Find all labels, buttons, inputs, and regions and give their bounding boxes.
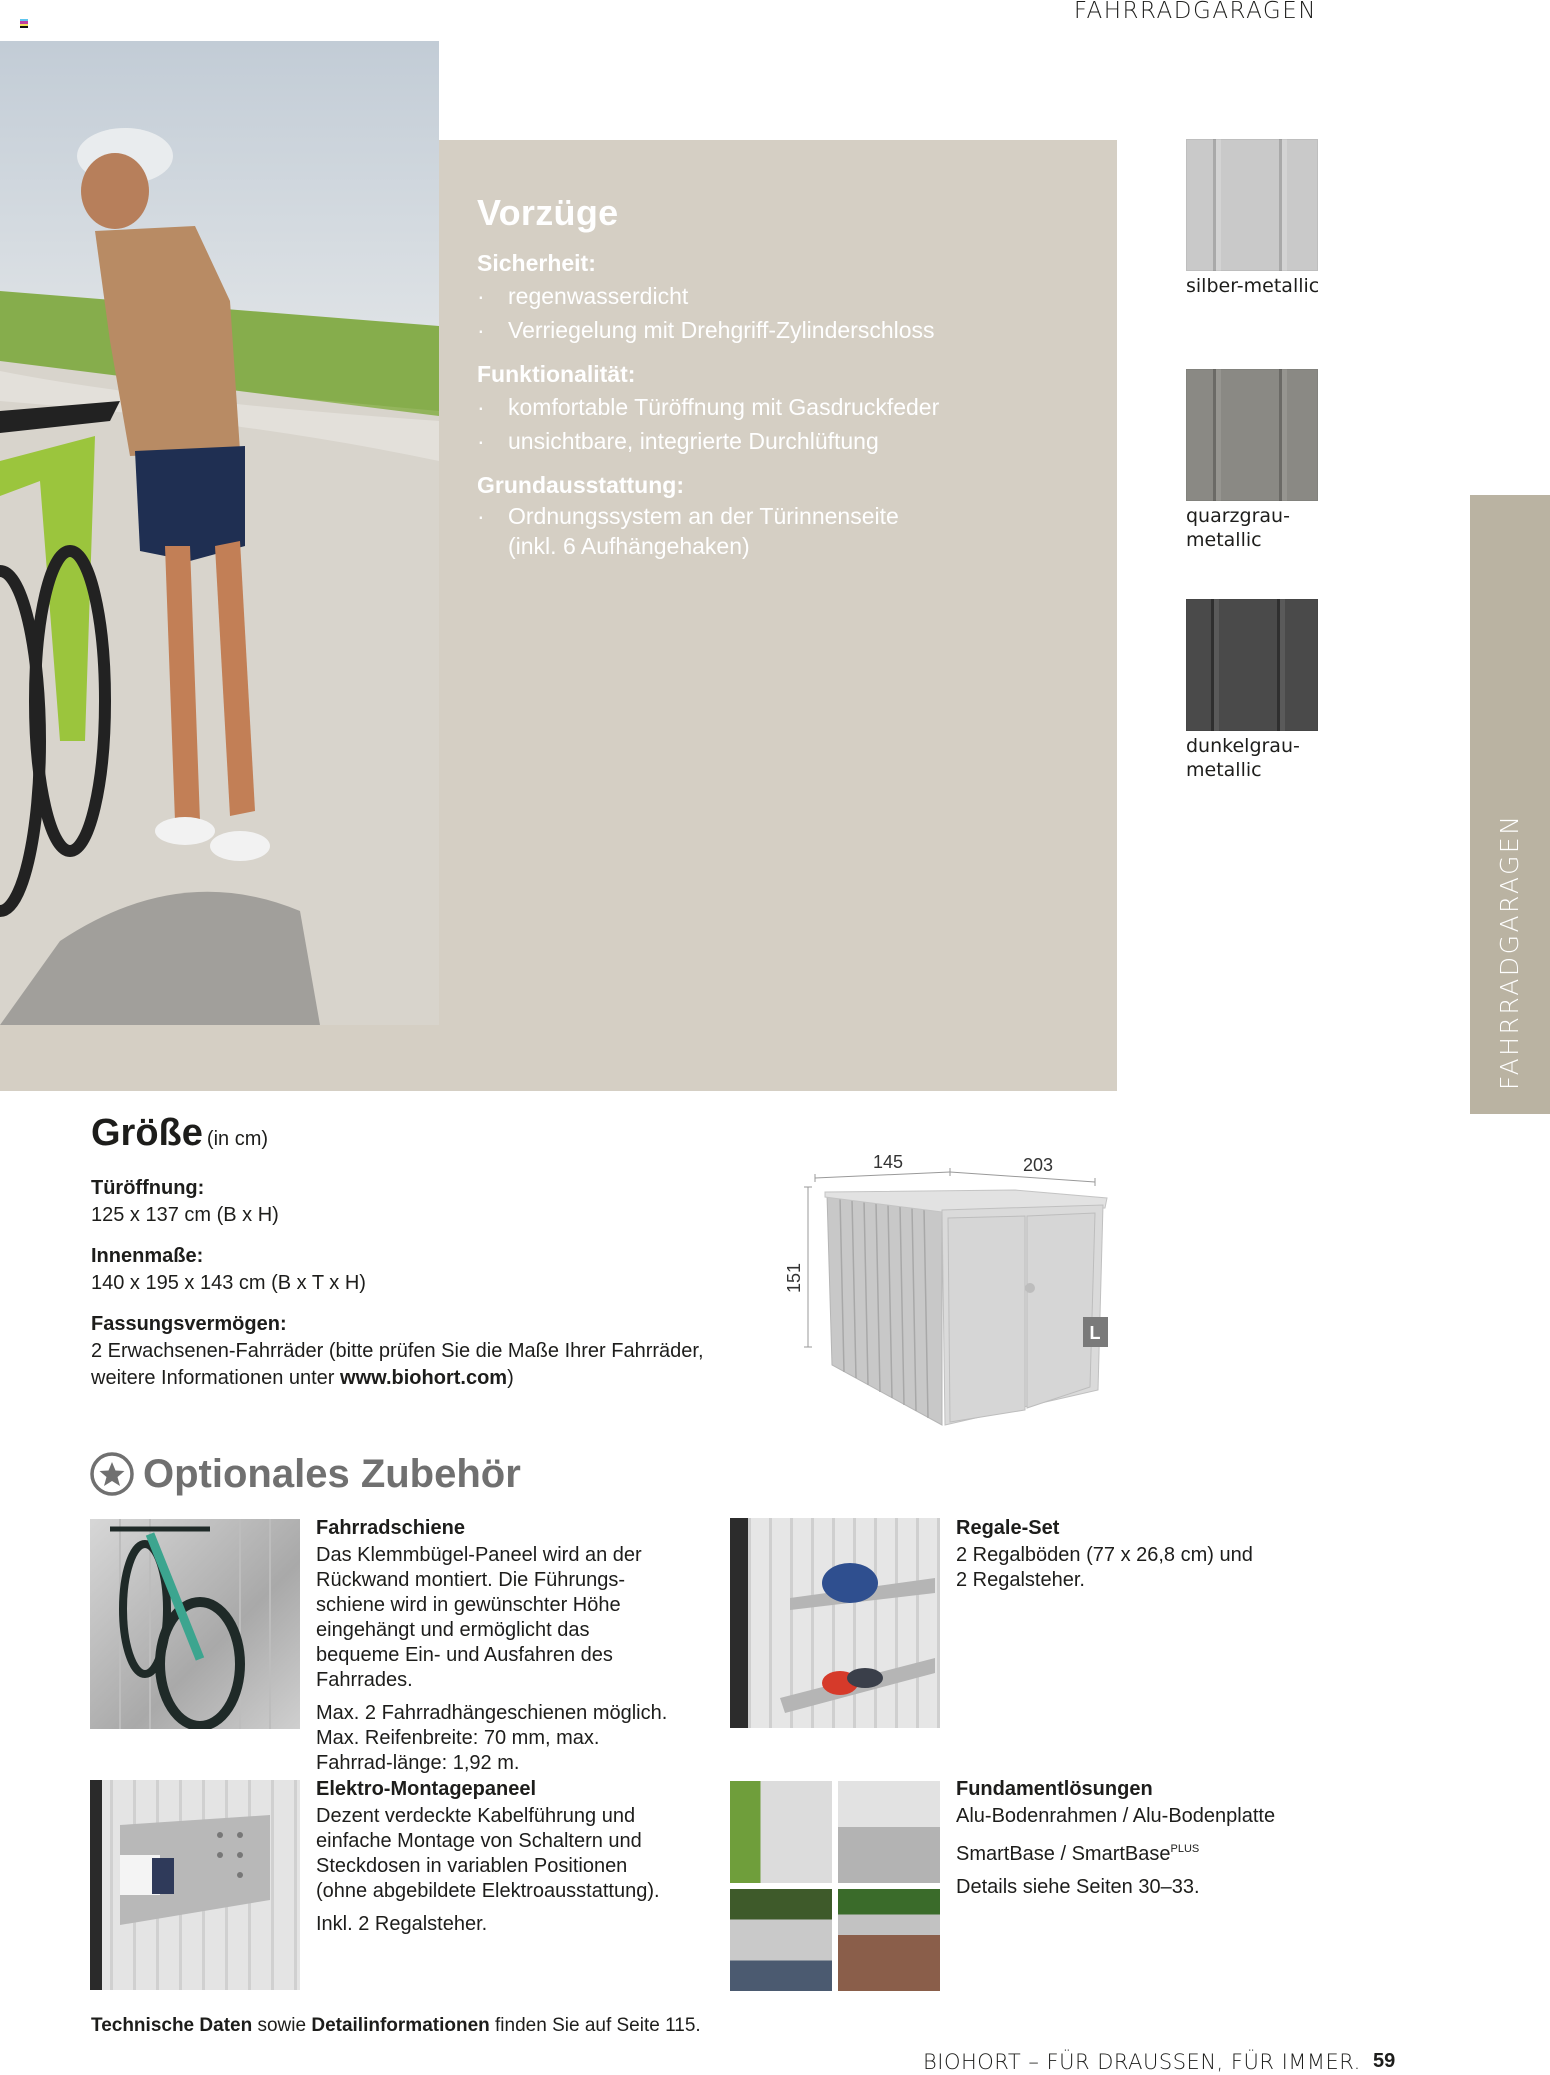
accessory-description: Inkl. 2 Regalsteher. xyxy=(316,1913,488,1935)
color-swatch-silver[interactable] xyxy=(1186,139,1318,271)
section-header-title: FAHRRADGARAGEN xyxy=(1073,0,1317,24)
accessory-image-shelf-set xyxy=(730,1518,940,1728)
diagram-height-label: 151 xyxy=(784,1262,804,1294)
footer-note: Technische Daten sowie Detailinformationen finden Sie auf Seite 115. xyxy=(91,2015,701,2036)
side-tab-label: FAHRRADGARAGEN xyxy=(1495,813,1524,1090)
size-section xyxy=(91,1112,741,1392)
functionality-list xyxy=(477,390,1077,458)
accessory-description: Max. 2 Fahrradhängeschienen möglich. Max. Reifenbreite: 70 mm, max. Fahrrad-länge: 1,92 m. xyxy=(316,1702,668,1774)
accessory-image-foundation xyxy=(730,1781,942,1991)
page-number: 59 xyxy=(1373,2050,1396,2072)
accessory-name: Fahrradschiene xyxy=(316,1517,465,1539)
list-item-line: Ordnungssystem an der Türinnenseite xyxy=(508,503,899,529)
equipment-list xyxy=(477,501,1077,561)
color-label-quartz-grey: quarzgrau- metallic xyxy=(1186,505,1290,551)
accessory-name: Fundamentlösungen xyxy=(956,1778,1153,1800)
diagram-width-label: 145 xyxy=(872,1152,904,1172)
list-item-line: (inkl. 6 Aufhängehaken) xyxy=(508,533,750,559)
accessories-title: Optionales Zubehör xyxy=(143,1451,521,1496)
accessory-shelf-set xyxy=(956,1515,1316,1593)
print-color-marker xyxy=(20,19,28,28)
list-item: · komfortable Türöffnung mit Gasdruckfeder xyxy=(477,390,1077,424)
color-swatch-quartz-grey[interactable] xyxy=(1186,369,1318,501)
accessory-details-reference: Details siehe Seiten 30–33. xyxy=(956,1876,1200,1898)
star-circle-icon xyxy=(89,1451,135,1497)
benefits-heading-equipment: Grundausstattung: xyxy=(477,472,684,498)
benefits-heading-security: Sicherheit: xyxy=(477,250,596,276)
spec-label-inner-dimensions: Innenmaße: xyxy=(91,1245,204,1267)
list-item: · Verriegelung mit Drehgriff-Zylinderschloss xyxy=(477,313,1077,347)
accessory-bike-rail xyxy=(316,1515,676,1776)
section-side-tab[interactable] xyxy=(1470,495,1550,1114)
spec-value-inner-dimensions: 140 x 195 x 143 cm (B x T x H) xyxy=(91,1272,366,1294)
color-label-dark-grey: dunkelgrau- metallic xyxy=(1186,735,1300,781)
spec-value-door-opening: 125 x 137 cm (B x H) xyxy=(91,1204,279,1226)
accessory-description: SmartBase / SmartBase$^{PLUS}$ xyxy=(956,1843,1200,1865)
benefits-section xyxy=(477,192,1077,561)
accessories-header xyxy=(89,1451,521,1497)
accessory-name: Regale-Set xyxy=(956,1517,1060,1539)
list-item: · regenwasserdicht xyxy=(477,279,1077,313)
benefits-title: Vorzüge xyxy=(477,192,619,233)
list-item xyxy=(477,501,1077,561)
accessory-electro-panel xyxy=(316,1776,676,1937)
color-label-silver: silber-metallic xyxy=(1186,275,1320,297)
footer-tagline: BIOHORT – FÜR DRAUSSEN, FÜR IMMER. xyxy=(923,2050,1361,2074)
accessory-foundation xyxy=(956,1776,1316,1900)
accessory-description: Dezent verdeckte Kabelführung und einfache Montage von Schaltern und Steckdosen in variablen Positionen (ohne abgebildete Elektroausstattung). xyxy=(316,1805,660,1902)
accessory-name: Elektro-Montagepaneel xyxy=(316,1778,537,1800)
biohort-website-link[interactable]: www.biohort.com xyxy=(340,1367,508,1389)
hero-photo-cyclist xyxy=(0,41,439,1025)
diagram-depth-label: 203 xyxy=(1022,1155,1054,1175)
size-title: Größe (in cm) xyxy=(91,1112,269,1154)
spec-label-capacity: Fassungsvermögen: xyxy=(91,1313,287,1335)
accessory-description: 2 Regalböden (77 x 26,8 cm) und 2 Regalsteher. xyxy=(956,1544,1253,1591)
spec-value-capacity: 2 Erwachsenen-Fahrräder (bitte prüfen Sie die Maße Ihrer Fahrräder, weitere Informationen unter www.biohort.com) xyxy=(91,1340,704,1389)
accessory-image-electro-panel xyxy=(90,1780,300,1990)
list-item: · unsichtbare, integrierte Durchlüftung xyxy=(477,424,1077,458)
spec-label-door-opening: Türöffnung: xyxy=(91,1177,205,1199)
shed-dimension-diagram xyxy=(770,1150,1120,1430)
security-list xyxy=(477,279,1077,347)
color-swatch-dark-grey[interactable] xyxy=(1186,599,1318,731)
size-unit: (in cm) xyxy=(206,1128,269,1150)
accessory-description: Alu-Bodenrahmen / Alu-Bodenplatte xyxy=(956,1805,1276,1827)
size-badge: L xyxy=(1089,1323,1101,1343)
accessory-description: Das Klemmbügel-Paneel wird an der Rückwand montiert. Die Führungs-schiene wird in gewünschter Höhe eingehängt und ermöglicht das bequeme Ein- und Ausfahren des Fahrrades. xyxy=(316,1544,642,1691)
accessory-image-bike-rail xyxy=(90,1519,300,1729)
benefits-heading-functionality: Funktionalität: xyxy=(477,361,636,387)
